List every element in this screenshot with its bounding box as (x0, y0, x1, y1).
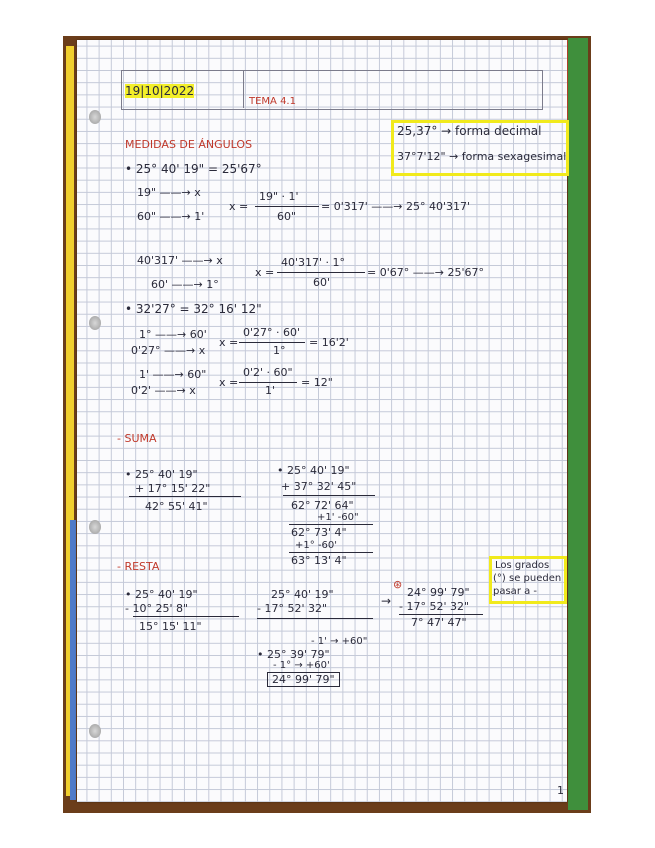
callout-line-1: 25,37° → forma decimal (397, 124, 542, 138)
formula-lhs: x = (219, 336, 239, 349)
punch-hole-2 (89, 316, 101, 330)
sub-2-rule (257, 618, 373, 619)
punch-hole-1 (89, 110, 101, 124)
sub-3-line-b: - 17° 52' 32" (399, 600, 470, 613)
formula-lhs: x = (229, 200, 249, 213)
section-heading-resta: - RESTA (117, 560, 160, 573)
sum-2-line-a: • 25° 40' 19" (277, 464, 350, 477)
rule-line: 60' ——→ 1° (151, 278, 219, 291)
borrow-note-1: - 1' → +60" (311, 636, 368, 647)
borrow-note-2: - 1° → +60' (273, 660, 330, 671)
sum-2-line-c: 62° 72' 64" (291, 499, 354, 512)
formula-result: = 12" (301, 376, 333, 389)
example-1-title: • 25° 40' 19" = 25'67° (125, 162, 262, 176)
formula-denominator: 60" (277, 210, 297, 223)
formula-lhs: x = (255, 266, 275, 279)
formula-result: = 0'317' ——→ 25° 40'317' (321, 200, 470, 213)
circled-mark: ⊛ (393, 578, 403, 591)
rule-line: 60" ——→ 1' (137, 210, 205, 223)
example-2-title: • 32'27° = 32° 16' 12" (125, 302, 262, 316)
sub-3-line-a: 24° 99' 79" (407, 586, 470, 599)
sum-1-line-a: • 25° 40' 19" (125, 468, 198, 481)
formula-numerator: 0'27° · 60' (243, 326, 301, 339)
formula-numerator: 0'2' · 60" (243, 366, 293, 379)
header-divider (243, 70, 244, 108)
punch-hole-4 (89, 724, 101, 738)
rule-line: 1° ——→ 60' (139, 328, 207, 341)
formula-numerator: 40'317' · 1° (281, 256, 346, 269)
divider-tab-blue (70, 520, 76, 800)
punch-hole-3 (89, 520, 101, 534)
sum-2-rule (289, 524, 373, 525)
fraction-bar (255, 206, 319, 207)
formula-denominator: 1° (273, 344, 286, 357)
formula-denominator: 60' (313, 276, 331, 289)
rule-line: 0'2' ——→ x (131, 384, 196, 397)
sum-1-rule (129, 496, 241, 497)
divider-tab-green (568, 38, 588, 810)
callout-line-2: 37°7'12" → forma sexagesimal (397, 150, 567, 163)
formula-result: = 0'67° ——→ 25'67° (367, 266, 484, 279)
sub-arrow: → (381, 594, 392, 608)
notebook-page (77, 40, 567, 802)
sub-2-line-a: 25° 40' 19" (271, 588, 334, 601)
formula-numerator: 19" · 1' (259, 190, 299, 203)
sum-2-line-b: + 37° 32' 45" (281, 480, 357, 493)
rule-line: 0'27° ——→ x (131, 344, 206, 357)
sum-2-line-e: 62° 73' 4" (291, 526, 347, 539)
sum-2-result: 63° 13' 4" (291, 554, 347, 567)
sum-2-rule (289, 552, 373, 553)
sub-3-result: 7° 47' 47" (411, 616, 467, 629)
sum-2-carry-2: +1° -60' (295, 540, 338, 551)
sub-1-line-a: • 25° 40' 19" (125, 588, 198, 601)
sub-1-line-b: - 10° 25' 8" (125, 602, 189, 615)
formula-lhs: x = (219, 376, 239, 389)
note-line-3: pasar a - (493, 586, 538, 597)
note-line-2: (°) se pueden (493, 573, 562, 584)
date: 19|10|2022 (125, 84, 195, 98)
sub-4-line-a: • 25° 39' 79" (257, 648, 330, 661)
section-heading-suma: - SUMA (117, 432, 157, 445)
formula-denominator: 1' (265, 384, 276, 397)
sub-1-rule (133, 616, 239, 617)
fraction-bar (239, 342, 305, 343)
sub-1-result: 15° 15' 11" (139, 620, 202, 633)
page-number: 1 (557, 784, 564, 797)
note-line-1: Los grados (495, 560, 550, 571)
fraction-bar (277, 272, 365, 273)
sub-2-line-b: - 17° 52' 32" (257, 602, 328, 615)
rule-line: 1' ——→ 60" (139, 368, 207, 381)
sum-1-result: 42° 55' 41" (145, 500, 208, 513)
rule-line: 19" ——→ x (137, 186, 201, 199)
sum-2-rule (283, 495, 375, 496)
formula-result: = 16'2' (309, 336, 349, 349)
fraction-bar (239, 382, 297, 383)
sum-1-line-b: + 17° 15' 22" (135, 482, 211, 495)
sub-3-rule (399, 614, 483, 615)
sub-4-boxed-result: 24° 99' 79" (267, 672, 340, 687)
rule-line: 40'317' ——→ x (137, 254, 223, 267)
section-heading-medidas: MEDIDAS DE ÁNGULOS (125, 138, 253, 151)
topic-title: TEMA 4.1 (249, 96, 296, 107)
sum-2-carry-1: +1' -60" (317, 512, 359, 523)
